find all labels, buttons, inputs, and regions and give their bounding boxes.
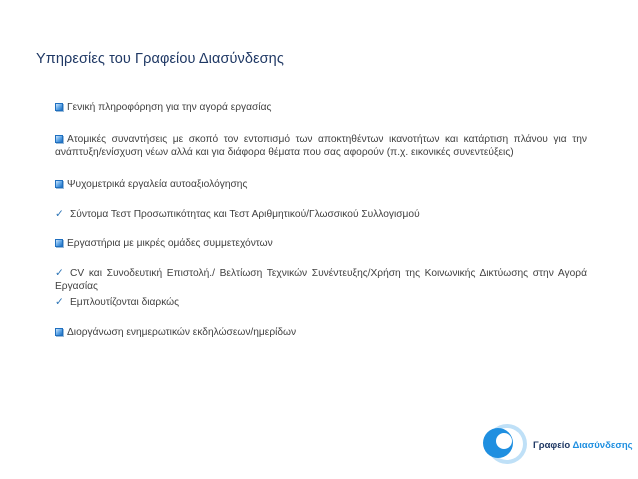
- page-title: Υπηρεσίες του Γραφείου Διασύνδεσης: [36, 51, 284, 67]
- list-item-text: Ατομικές συναντήσεις με σκοπό τον εντοπισμό των αποκτηθέντων ικανοτήτων και κατάρτιση πλάνου για την ανάπτυξη/ενίσχυση νέων αλλά και για διάφορα θέματα που σας αφορούν (π.χ. εικονικές συνεντεύξεις): [55, 134, 587, 158]
- list-item: [55, 133, 587, 159]
- list-item-text: Εργαστήρια με μικρές ομάδες συμμετεχόντων: [67, 238, 273, 249]
- checkbox-bullet-icon: [55, 103, 63, 111]
- logo-text-accent: Διασύνδεσης: [572, 440, 633, 451]
- list-item-text: Διοργάνωση ενημερωτικών εκδηλώσεων/ημερίδων: [67, 327, 297, 338]
- checkbox-bullet-icon: [55, 239, 63, 247]
- list-item: [55, 178, 587, 191]
- checkbox-bullet-icon: [55, 135, 63, 143]
- logo-text: [533, 440, 633, 451]
- checkmark-icon: ✓: [55, 208, 64, 220]
- list-item: [55, 267, 587, 293]
- list-item-text: Σύντομα Τεστ Προσωπικότητας και Τεστ Αριθμητικού/Γλωσσικού Συλλογισμού: [70, 209, 420, 220]
- checkbox-bullet-icon: [55, 328, 63, 336]
- list-item: [55, 101, 587, 114]
- list-item: [55, 237, 587, 250]
- list-item: [55, 296, 587, 309]
- list-item: [55, 208, 587, 221]
- list-item: [55, 326, 587, 339]
- logo-text-main: Γραφείο: [533, 440, 573, 451]
- list-item-text: Ψυχομετρικά εργαλεία αυτοαξιολόγησης: [67, 179, 248, 190]
- list-item-text: Εμπλουτίζονται διαρκώς: [70, 297, 180, 308]
- office-logo: [478, 419, 633, 469]
- logo-circles-icon: [478, 419, 534, 469]
- checkbox-bullet-icon: [55, 180, 63, 188]
- list-item-text: Γενική πληροφόρηση για την αγορά εργασίας: [67, 102, 272, 113]
- checkmark-icon: ✓: [55, 267, 64, 279]
- checkmark-icon: ✓: [55, 296, 64, 308]
- list-item-text: CV και Συνοδευτική Επιστολή./ Βελτίωση Τεχνικών Συνέντευξης/Χρήση της Κοινωνικής Δικτύωσης στην Αγορά Εργασίας: [55, 268, 587, 292]
